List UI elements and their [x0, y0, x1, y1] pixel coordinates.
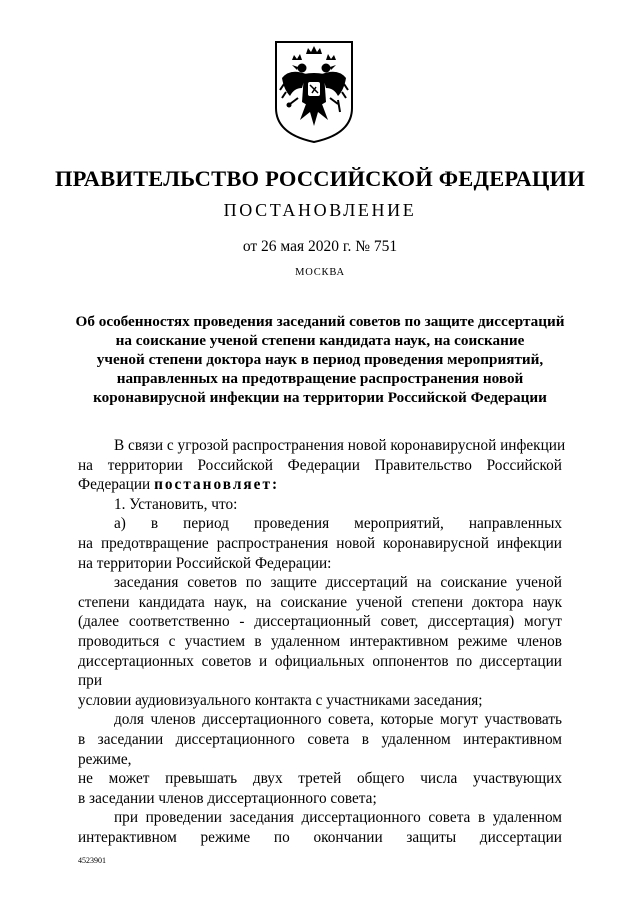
item-1: 1. Установить, что:	[114, 495, 238, 513]
body-line: на территории Российской Федерации Правительство Российской	[78, 456, 562, 474]
body-line: доля членов диссертационного совета, которые могут участвовать	[114, 711, 562, 729]
body-line	[78, 475, 562, 495]
body-line: на предотвращение распространения новой коронавирусной инфекции	[78, 534, 562, 552]
document-city: МОСКВА	[295, 267, 345, 278]
footer-code: 4523901	[78, 856, 106, 865]
document-body	[78, 436, 566, 847]
body-line: (далее соответственно - диссертационный совет, диссертация) могут	[78, 613, 562, 631]
heading-line: ученой степени доктора наук в период проведения мероприятий,	[96, 351, 544, 368]
body-line: проводиться с участием в удаленном интерактивном режиме членов	[78, 632, 562, 650]
state-emblem-icon	[272, 38, 356, 144]
body-line: интерактивном режиме по окончании защиты диссертации	[78, 828, 562, 846]
body-line: не может превышать двух третей общего числа участвующих	[78, 770, 562, 788]
body-line: а) в период проведения мероприятий, направленных	[114, 515, 562, 533]
heading-line: коронавирусной инфекции на территории Российской Федерации	[93, 389, 547, 406]
government-title: ПРАВИТЕЛЬСТВО РОССИЙСКОЙ ФЕДЕРАЦИИ	[54, 166, 586, 191]
body-line: диссертационных советов и официальных оппонентов по диссертации при	[78, 652, 562, 690]
body-line: при проведении заседания диссертационного совета в удаленном	[114, 809, 562, 827]
heading-line: на соискание ученой степени кандидата наук, на соискание	[115, 332, 525, 349]
body-line: в заседании членов диссертационного совета;	[78, 789, 377, 807]
body-line: степени кандидата наук, на соискание ученой степени доктора наук	[78, 593, 562, 611]
heading-line: направленных на предотвращение распространения новой	[116, 370, 524, 387]
body-line: В связи с угрозой распространения новой коронавирусной инфекции	[114, 437, 566, 454]
heading-line: Об особенностях проведения заседаний советов по защите диссертаций	[75, 313, 565, 330]
document-type: ПОСТАНОВЛЕНИЕ	[223, 200, 417, 220]
body-line: на территории Российской Федерации:	[78, 554, 332, 572]
body-line: в заседании диссертационного совета в удаленном интерактивном режиме,	[78, 730, 562, 768]
document-date-number: от 26 мая 2020 г. № 751	[242, 238, 398, 255]
spaced-verb: постановляет:	[154, 476, 280, 494]
body-line: заседания советов по защите диссертаций на соискание ученой	[114, 574, 562, 592]
body-text: Федерации	[78, 476, 155, 494]
document-heading	[70, 312, 570, 407]
body-line: условии аудиовизуального контакта с участниками заседания;	[78, 691, 483, 709]
